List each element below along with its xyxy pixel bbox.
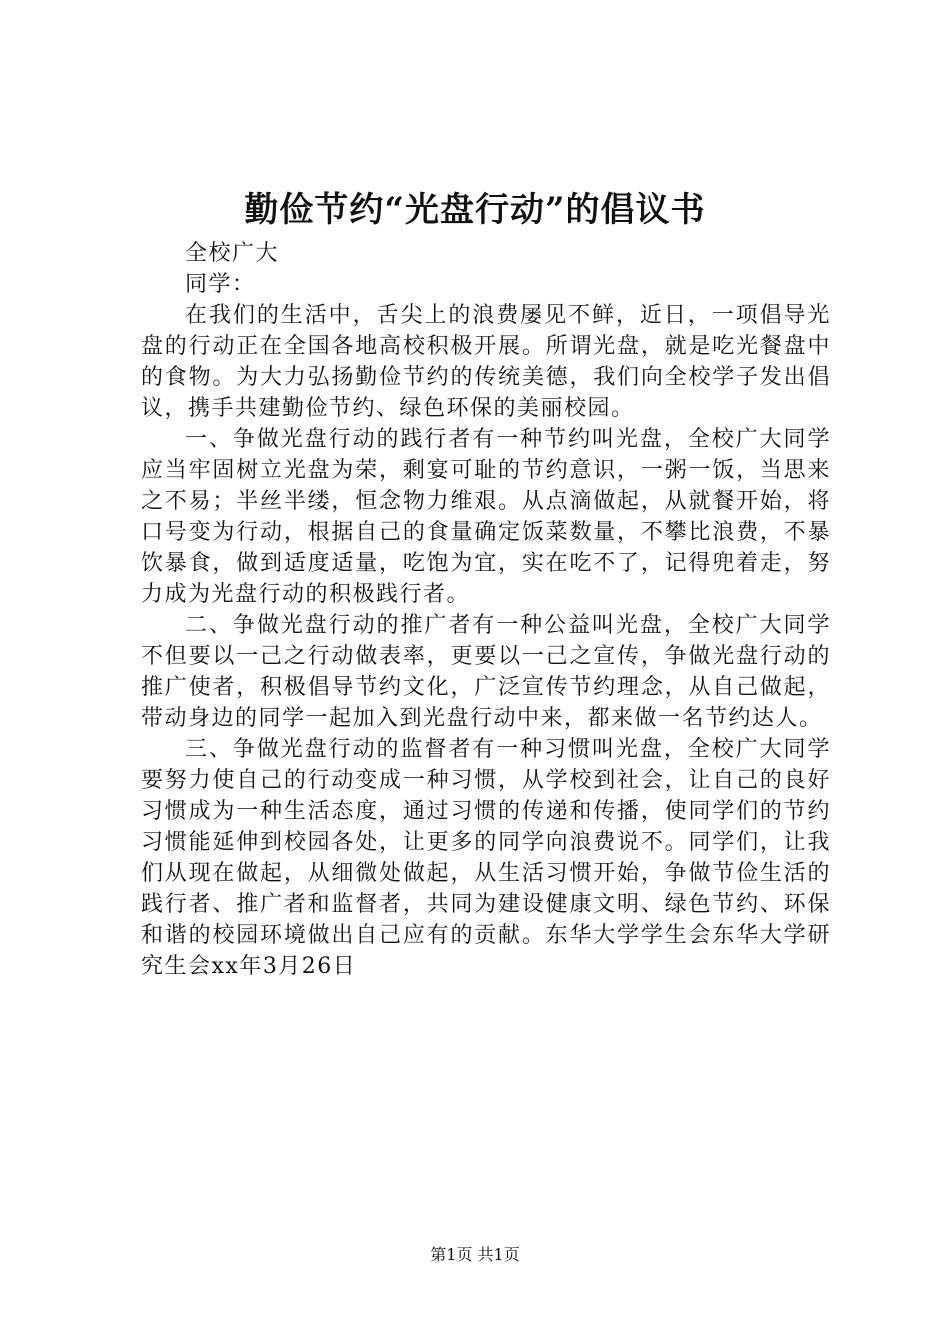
salutation-line-2: 同学： — [185, 272, 256, 297]
paragraph-three: 三、争做光盘行动的监督者有一种习惯叫光盘，全校广大同学要努力使自己的行动变成一种习惯，从学校到社会，让自己的良好习惯成为一种生活态度，通过习惯的传递和传播，使同学们的节约习惯能延伸到校园各处，让更多的同学向浪费说不。同学们，让我们从现在做起，从细微处做起，从生活习惯开始，争做节俭生活的践行者、推广者和监督者，共同为建设健康文明、绿色节约、环保和谐的校园环境做出自己应有的贡献。东华大学学生会东华大学研究生会xx年3月26日 — [141, 737, 831, 979]
paragraph-intro: 在我们的生活中，舌尖上的浪费屡见不鲜，近日，一项倡导光盘的行动正在全国各地高校积极开展。所谓光盘，就是吃光餐盘中的食物。为大力弘扬勤俭节约的传统美德，我们向全校学子发出倡议，携手共建勤俭节约、绿色环保的美丽校园。 — [141, 303, 831, 421]
paragraph-one: 一、争做光盘行动的践行者有一种节约叫光盘，全校广大同学应当牢固树立光盘为荣，剩宴可耻的节约意识，一粥一饭，当思来之不易；半丝半缕，恒念物力维艰。从点滴做起，从就餐开始，将口号变为行动，根据自己的食量确定饭菜数量，不攀比浪费，不暴饮暴食，做到适度适量，吃饱为宜，实在吃不了，记得兜着走，努力成为光盘行动的积极践行者。 — [141, 427, 831, 607]
salutation-line-1: 全校广大 — [185, 241, 280, 266]
paragraph-two: 二、争做光盘行动的推广者有一种公益叫光盘，全校广大同学不但要以一己之行动做表率，更要以一己之宣传，争做光盘行动的推广使者，积极倡导节约文化，广泛宣传节约理念，从自己做起，带动身边的同学一起加入到光盘行动中来，都来做一名节约达人。 — [141, 613, 831, 731]
document-title: 勤俭节约“光盘行动”的倡议书 — [244, 190, 706, 230]
document-body — [141, 238, 831, 982]
page-footer: 第1页 共1页 — [430, 1245, 520, 1264]
